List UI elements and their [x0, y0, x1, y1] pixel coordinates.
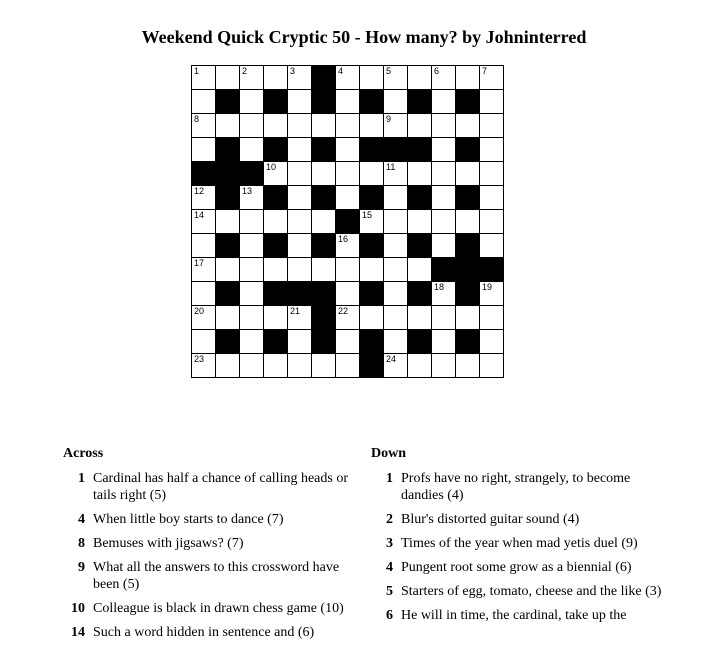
black-cell: [360, 282, 384, 306]
grid-row: [192, 186, 504, 210]
grid-cell[interactable]: [336, 282, 360, 306]
clue-number: 17: [194, 258, 205, 268]
clue-item-number: 5: [386, 584, 393, 599]
clue-item-text: Such a word hidden in sentence and (6): [93, 625, 315, 640]
grid-cell[interactable]: [384, 354, 408, 378]
black-cell: [264, 138, 288, 162]
clue-number: 13: [242, 186, 253, 196]
black-cell: [216, 330, 240, 354]
grid-cell[interactable]: [216, 210, 240, 234]
grid-cell[interactable]: [312, 258, 336, 282]
black-cell: [336, 210, 360, 234]
grid-cell[interactable]: [384, 186, 408, 210]
grid-cell[interactable]: [480, 210, 504, 234]
down-clue-list: [371, 470, 671, 624]
grid-cell[interactable]: [240, 138, 264, 162]
grid-cell[interactable]: [312, 162, 336, 186]
clue-item-text: Pungent root some grow as a biennial (6): [401, 560, 632, 575]
black-cell: [360, 330, 384, 354]
grid-cell[interactable]: [288, 210, 312, 234]
black-cell: [456, 138, 480, 162]
grid-cell[interactable]: [432, 90, 456, 114]
grid-cell[interactable]: [336, 90, 360, 114]
grid-cell[interactable]: [432, 306, 456, 330]
black-cell: [408, 90, 432, 114]
grid-cell[interactable]: [336, 162, 360, 186]
grid-cell[interactable]: [192, 138, 216, 162]
grid-cell[interactable]: [264, 258, 288, 282]
clue-item[interactable]: [371, 559, 671, 576]
grid-cell[interactable]: [384, 66, 408, 90]
grid-cell[interactable]: [240, 306, 264, 330]
clue-item[interactable]: [371, 535, 671, 552]
grid-row: [192, 162, 504, 186]
grid-cell[interactable]: [408, 258, 432, 282]
grid-cell[interactable]: [408, 162, 432, 186]
grid-cell[interactable]: [384, 210, 408, 234]
black-cell: [456, 234, 480, 258]
clue-item-text: Bemuses with jigsaws? (7): [93, 536, 244, 551]
black-cell: [456, 330, 480, 354]
grid-cell[interactable]: [480, 66, 504, 90]
black-cell: [216, 162, 240, 186]
clue-item-number: 4: [386, 560, 393, 575]
black-cell: [408, 282, 432, 306]
grid-cell[interactable]: [216, 354, 240, 378]
clue-item-number: 1: [78, 471, 85, 486]
clue-number: 2: [242, 66, 248, 76]
black-cell: [384, 138, 408, 162]
clue-item-number: 3: [386, 536, 393, 551]
grid-cell[interactable]: [192, 354, 216, 378]
grid-cell[interactable]: [480, 138, 504, 162]
clue-item-number: 10: [71, 601, 85, 616]
grid-cell[interactable]: [432, 282, 456, 306]
clue-number: 1: [194, 66, 200, 76]
grid-cell[interactable]: [480, 234, 504, 258]
clue-item-text: Starters of egg, tomato, cheese and the like (3): [401, 584, 662, 599]
clue-item-text: Profs have no right, strangely, to become dandies (4): [401, 471, 631, 503]
grid-cell[interactable]: [408, 114, 432, 138]
across-clue-list: [63, 470, 363, 641]
grid-cell[interactable]: [360, 162, 384, 186]
grid-cell[interactable]: [216, 258, 240, 282]
grid-cell[interactable]: [288, 90, 312, 114]
grid-cell[interactable]: [432, 138, 456, 162]
grid-cell[interactable]: [240, 114, 264, 138]
black-cell: [408, 234, 432, 258]
grid-cell[interactable]: [192, 330, 216, 354]
black-cell: [264, 234, 288, 258]
clue-number: 4: [338, 66, 344, 76]
grid-row: [192, 234, 504, 258]
black-cell: [216, 282, 240, 306]
grid-cell[interactable]: [480, 114, 504, 138]
grid-cell[interactable]: [192, 282, 216, 306]
grid-cell[interactable]: [432, 234, 456, 258]
crossword-grid: [191, 65, 504, 378]
clue-item[interactable]: [63, 535, 363, 552]
black-cell: [480, 258, 504, 282]
grid-cell[interactable]: [480, 330, 504, 354]
clue-number: 18: [434, 282, 445, 292]
black-cell: [312, 186, 336, 210]
black-cell: [360, 186, 384, 210]
grid-cell[interactable]: [408, 210, 432, 234]
black-cell: [240, 162, 264, 186]
clue-number: 19: [482, 282, 493, 292]
grid-cell[interactable]: [408, 306, 432, 330]
black-cell: [216, 90, 240, 114]
clue-item-number: 6: [386, 608, 393, 623]
across-clues: [63, 446, 363, 648]
black-cell: [360, 90, 384, 114]
clue-item[interactable]: [371, 583, 671, 600]
black-cell: [312, 306, 336, 330]
grid-row: [192, 258, 504, 282]
black-cell: [432, 258, 456, 282]
grid-cell[interactable]: [336, 66, 360, 90]
clue-number: 14: [194, 210, 205, 220]
grid-cell[interactable]: [264, 66, 288, 90]
grid-row: [192, 138, 504, 162]
clue-number: 20: [194, 306, 205, 316]
grid-cell[interactable]: [480, 282, 504, 306]
black-cell: [264, 186, 288, 210]
clue-item[interactable]: [371, 511, 671, 528]
black-cell: [312, 90, 336, 114]
grid-cell[interactable]: [384, 282, 408, 306]
black-cell: [312, 330, 336, 354]
black-cell: [216, 186, 240, 210]
clue-item-text: Colleague is black in drawn chess game (10): [93, 601, 344, 616]
grid-cell[interactable]: [216, 306, 240, 330]
grid-cell[interactable]: [240, 330, 264, 354]
black-cell: [312, 66, 336, 90]
grid-cell[interactable]: [264, 354, 288, 378]
clue-number: 3: [290, 66, 296, 76]
grid-cell[interactable]: [384, 90, 408, 114]
black-cell: [456, 90, 480, 114]
grid-cell[interactable]: [264, 162, 288, 186]
grid-cell[interactable]: [264, 306, 288, 330]
black-cell: [360, 138, 384, 162]
down-heading: Down: [371, 446, 407, 461]
grid-cell[interactable]: [288, 258, 312, 282]
grid-cell[interactable]: [432, 66, 456, 90]
clue-number: 10: [266, 162, 277, 172]
grid-row: [192, 330, 504, 354]
grid-cell[interactable]: [336, 306, 360, 330]
grid-cell[interactable]: [288, 306, 312, 330]
grid-cell[interactable]: [336, 234, 360, 258]
grid-cell[interactable]: [408, 66, 432, 90]
grid-cell[interactable]: [192, 306, 216, 330]
clue-number: 23: [194, 354, 205, 364]
grid-cell[interactable]: [240, 186, 264, 210]
clue-item-text: Cardinal has half a chance of calling heads or tails right (5): [93, 471, 349, 503]
grid-cell[interactable]: [312, 354, 336, 378]
grid-cell[interactable]: [432, 186, 456, 210]
grid-cell[interactable]: [384, 162, 408, 186]
grid-cell[interactable]: [360, 306, 384, 330]
clue-item[interactable]: [371, 470, 671, 504]
clue-item-number: 2: [386, 512, 393, 527]
down-clues: [371, 446, 671, 631]
clue-number: 16: [338, 234, 349, 244]
grid-cell[interactable]: [288, 162, 312, 186]
grid-cell[interactable]: [384, 258, 408, 282]
grid-cell[interactable]: [336, 258, 360, 282]
grid-cell[interactable]: [288, 186, 312, 210]
grid-cell[interactable]: [264, 114, 288, 138]
grid-cell[interactable]: [240, 282, 264, 306]
clue-item-text: When little boy starts to dance (7): [93, 512, 284, 527]
clue-number: 12: [194, 186, 205, 196]
grid-cell[interactable]: [264, 210, 288, 234]
grid-cell[interactable]: [312, 210, 336, 234]
grid-cell[interactable]: [456, 66, 480, 90]
clue-item-text: What all the answers to this crossword have been (5): [93, 560, 340, 592]
clue-item-text: He will in time, the cardinal, take up the: [401, 608, 627, 623]
black-cell: [360, 354, 384, 378]
clue-item[interactable]: [63, 624, 363, 641]
grid-cell[interactable]: [192, 234, 216, 258]
clue-item[interactable]: [63, 559, 363, 593]
grid-cell[interactable]: [288, 114, 312, 138]
clue-number: 6: [434, 66, 440, 76]
across-heading: Across: [63, 446, 104, 461]
clue-item[interactable]: [63, 600, 363, 617]
clue-number: 22: [338, 306, 349, 316]
black-cell: [408, 186, 432, 210]
grid-cell[interactable]: [240, 210, 264, 234]
black-cell: [360, 234, 384, 258]
grid-cell[interactable]: [240, 90, 264, 114]
clue-item-number: 8: [78, 536, 85, 551]
grid-cell[interactable]: [240, 354, 264, 378]
black-cell: [408, 330, 432, 354]
black-cell: [312, 234, 336, 258]
grid-cell[interactable]: [336, 330, 360, 354]
grid-cell[interactable]: [192, 210, 216, 234]
clue-number: 5: [386, 66, 392, 76]
grid-cell[interactable]: [480, 162, 504, 186]
black-cell: [456, 282, 480, 306]
grid-cell[interactable]: [432, 210, 456, 234]
clue-number: 15: [362, 210, 373, 220]
grid-cell[interactable]: [312, 114, 336, 138]
grid-cell[interactable]: [288, 354, 312, 378]
grid-row: [192, 114, 504, 138]
clue-item-number: 14: [71, 625, 85, 640]
clue-item[interactable]: [63, 511, 363, 528]
grid-cell[interactable]: [432, 330, 456, 354]
grid-cell[interactable]: [288, 234, 312, 258]
grid-cell[interactable]: [384, 114, 408, 138]
clue-item[interactable]: [63, 470, 363, 504]
black-cell: [312, 138, 336, 162]
grid-cell[interactable]: [480, 354, 504, 378]
grid-cell[interactable]: [456, 162, 480, 186]
grid-row: [192, 282, 504, 306]
grid-cell[interactable]: [456, 354, 480, 378]
black-cell: [264, 330, 288, 354]
black-cell: [264, 90, 288, 114]
grid-row: [192, 66, 504, 90]
grid-cell[interactable]: [360, 210, 384, 234]
black-cell: [456, 186, 480, 210]
grid-row: [192, 306, 504, 330]
grid-row: [192, 354, 504, 378]
grid-cell[interactable]: [288, 138, 312, 162]
clue-item-text: Times of the year when mad yetis duel (9): [401, 536, 638, 551]
grid-cell[interactable]: [288, 330, 312, 354]
grid-cell[interactable]: [480, 306, 504, 330]
grid-cell[interactable]: [216, 114, 240, 138]
grid-cell[interactable]: [288, 66, 312, 90]
grid-cell[interactable]: [192, 258, 216, 282]
clue-number: 24: [386, 354, 397, 364]
grid-cell[interactable]: [432, 162, 456, 186]
grid-cell[interactable]: [432, 114, 456, 138]
clue-number: 9: [386, 114, 392, 124]
black-cell: [408, 138, 432, 162]
black-cell: [288, 282, 312, 306]
clue-number: 21: [290, 306, 301, 316]
puzzle-title: Weekend Quick Cryptic 50 - How many? by Johninterred: [141, 27, 587, 47]
black-cell: [264, 282, 288, 306]
grid-cell[interactable]: [360, 258, 384, 282]
grid-cell[interactable]: [408, 354, 432, 378]
grid-cell[interactable]: [240, 258, 264, 282]
grid-cell[interactable]: [480, 90, 504, 114]
grid-cell[interactable]: [336, 354, 360, 378]
grid-cell[interactable]: [240, 234, 264, 258]
grid-cell[interactable]: [456, 210, 480, 234]
grid-cell[interactable]: [192, 66, 216, 90]
black-cell: [312, 282, 336, 306]
grid-cell[interactable]: [216, 66, 240, 90]
grid-row: [192, 210, 504, 234]
grid-cell[interactable]: [384, 330, 408, 354]
grid-cell[interactable]: [192, 186, 216, 210]
clue-item[interactable]: [371, 607, 671, 624]
grid-cell[interactable]: [456, 114, 480, 138]
grid-cell[interactable]: [192, 90, 216, 114]
grid-cell[interactable]: [360, 66, 384, 90]
clue-item-text: Blur's distorted guitar sound (4): [401, 512, 580, 527]
clue-number: 7: [482, 66, 488, 76]
grid-cell[interactable]: [384, 234, 408, 258]
grid-cell[interactable]: [456, 306, 480, 330]
grid-cell[interactable]: [480, 186, 504, 210]
black-cell: [216, 138, 240, 162]
grid-cell[interactable]: [384, 306, 408, 330]
grid-cell[interactable]: [336, 138, 360, 162]
black-cell: [216, 234, 240, 258]
clue-item-number: 1: [386, 471, 393, 486]
grid-row: [192, 90, 504, 114]
clue-number: 8: [194, 114, 200, 124]
grid-cell[interactable]: [432, 354, 456, 378]
black-cell: [192, 162, 216, 186]
grid-cell[interactable]: [360, 114, 384, 138]
grid-cell[interactable]: [336, 186, 360, 210]
clue-item-number: 9: [78, 560, 85, 575]
grid-cell[interactable]: [192, 114, 216, 138]
black-cell: [456, 258, 480, 282]
grid-cell[interactable]: [336, 114, 360, 138]
grid-cell[interactable]: [240, 66, 264, 90]
clue-number: 11: [386, 162, 396, 172]
clue-item-number: 4: [78, 512, 85, 527]
